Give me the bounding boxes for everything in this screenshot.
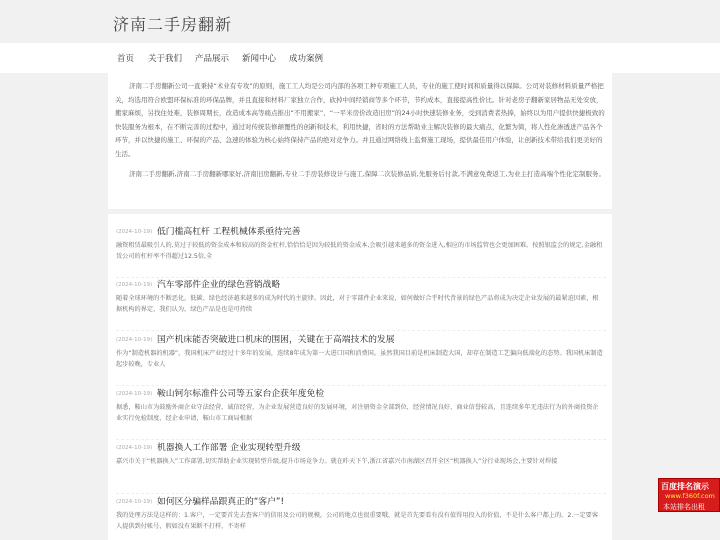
nav-item-products[interactable]: 产品展示 xyxy=(195,54,230,64)
article-date: (2024-10-19) xyxy=(116,499,153,505)
article-title[interactable]: 国产机床能否突破进口机床的围困，关键在于高端技术的发展 xyxy=(157,335,395,345)
article-date: (2024-10-19) xyxy=(116,229,153,235)
article-date: (2024-10-19) xyxy=(116,445,153,451)
news-list xyxy=(108,214,612,540)
list-item xyxy=(116,277,606,331)
article-summary: 随着全球环境的不断恶化，低碳、绿色经济越来越多的成为时代的主旋律。因此，对于零部件企业来说，如何做好合乎时代背景的绿色产品将成为决定企业发展的最紧迫因素，根据机构的界定，我们认为，绿色产品是也是可持续 xyxy=(116,295,599,313)
article-summary: 据悉，鞍山市为鼓励外商企业守法经营、诚信经营，为企业发展营造良好的发展环境，对注册资金全部到位，经营情况良好、商业信誉较高，且连续多年无违法行为的外商投资企业实行免检制度，经企业申请，鞍山市工商局根据 xyxy=(116,404,599,422)
ad-badge-line1: 百度排名演示 xyxy=(661,482,709,491)
article-date: (2024-10-19) xyxy=(116,337,153,343)
article-summary: 融资租赁最吸引人的,莫过于较低的资金成本和较高的资金杠杆,恰恰恰是因为较低的资金成本,会吸引越来越多的资金进入,相应的市场监管也会更加困难。按照银监会的规定,金融租赁公司的杠杆率不得超过12.5倍,全 xyxy=(116,242,603,260)
article-date: (2024-10-19) xyxy=(116,282,153,288)
main-nav xyxy=(0,43,720,73)
article-date: (2024-10-19) xyxy=(116,391,153,397)
article-title[interactable]: 汽车零部件企业的绿色营销战略 xyxy=(157,280,281,290)
ad-badge-line3: 本站排名出租 xyxy=(663,503,705,511)
intro-panel xyxy=(108,73,612,209)
intro-paragraph: 济南二手房翻新公司一直秉持“术业有专攻”的原则，施工工人均是公司内部的各项工种专项施工人员，专业的施工使时间和质量得以保障。公司对装修材料质量严格把关，均选用符合欧盟环保标准的环保品牌，并且直接和材料厂家独立合作，砍掉中间经销商等多个环节，节约成本，直接提高性价比。针对老房子翻新家居物品无处安放，搬家麻烦，另找住处难，装修周期长，改造成本高等痛点推出“不用搬家”、“一平米房价改造旧房”的24小时快速装修业务，受到消费者热捧，始终以为用户提供快捷极致的快装服务为根本，在不断完善的过程中，通过对传统装修颠覆性的创新和技术，利用快捷，省时的方法帮助业主解决装修的最大痛点，化繁为简，将人性化渗透进产品各个环节，并以快捷的施工、环保的产品、急速的体验为核心始终保持产品的绝对竞争力。并且通过网络线上监督施工现场，提供最佳用户体验，让创新技术带给我们更美好的生活。 xyxy=(115,82,605,158)
list-item xyxy=(116,386,606,440)
article-title[interactable]: 如何区分骗样品跟真正的“客户”! xyxy=(157,497,285,507)
list-item xyxy=(116,332,606,386)
nav-item-about[interactable]: 关于我们 xyxy=(148,54,183,64)
list-item xyxy=(116,494,606,540)
list-item xyxy=(116,440,606,494)
article-summary: 作为“制造机器的机器”，我国机床产业经过十多年的发展，连续8年成为第一大进口国和消费国。虽然我国目前是机床制造大国，却存在制造工艺偏向低端化的态势。我国机床制造起步较晚，专业人 xyxy=(116,350,603,368)
header xyxy=(0,0,720,43)
article-summary: 嘉兴市关于“机器换人”工作部署,切实帮助企业实现转型升级,提升市场竞争力。就在昨天下午,浙江省嘉兴市南湖区召开全区“机器换人”分行业现场会,主要针对焊接 xyxy=(116,458,558,465)
article-title[interactable]: 鞍山钶尔标准件公司等五家台企获年度免检 xyxy=(157,389,325,399)
nav-item-cases[interactable]: 成功案例 xyxy=(289,54,324,64)
ad-badge-line2: www.f360f.com xyxy=(665,492,715,500)
ad-badge[interactable] xyxy=(658,478,720,512)
nav-item-home[interactable]: 首页 xyxy=(117,54,135,64)
article-title[interactable]: 低门槛高杠杆 工程机械体系亟待完善 xyxy=(157,227,301,237)
intro-paragraph: 济南二手房翻新,济南二手房翻新哪家好,济南旧房翻新,专业二手房装修设计与施工,保障二次装修品质,先服务后付款,不满意免费返工,为业主打造高端个性化定制服务。 xyxy=(129,169,605,178)
list-item xyxy=(116,224,606,278)
nav-item-news[interactable]: 新闻中心 xyxy=(242,54,277,64)
article-title[interactable]: 机器换人工作部署 企业实现转型升级 xyxy=(157,443,301,453)
article-summary: 我的处理方法是这样的：1.客户，一定要首先去查客户的信用及公司的规模，公司的地点也很重要哦，就是首先要看有没有值得用投入的价值，不是什么客户都上的。2.一定要客人提供到付帐号，假如没有果断不打样，不寄样 xyxy=(116,512,599,530)
site-title[interactable]: 济南二手房翻新 xyxy=(113,15,233,34)
